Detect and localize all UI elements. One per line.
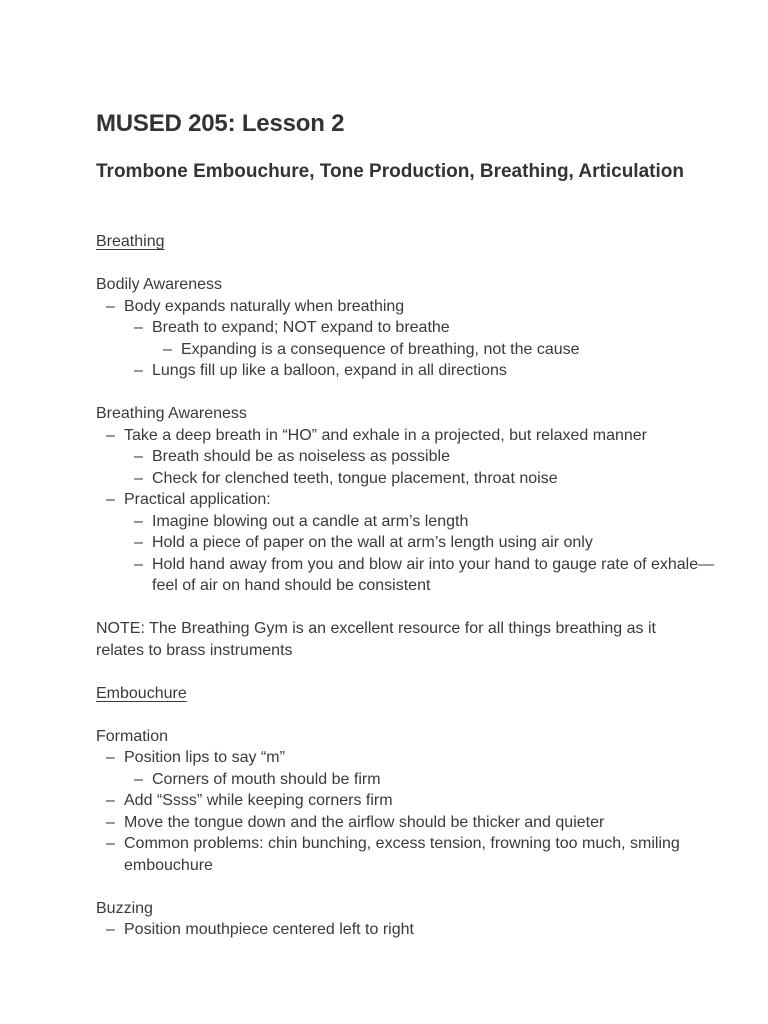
spacer — [96, 597, 736, 619]
dash-bullet: – — [106, 835, 115, 852]
dash-bullet: – — [134, 362, 143, 379]
list-item — [96, 812, 736, 834]
list-item-text: Corners of mouth should be firm — [152, 770, 381, 788]
breathing-gym-note: NOTE: The Breathing Gym is an excellent resource for all things breathing as it relates to brass instruments — [96, 620, 656, 659]
dash-bullet: – — [134, 534, 143, 551]
list-item-text: Common problems: chin bunching, excess tension, frowning too much, smiling embouchure — [124, 835, 680, 874]
list-item — [96, 317, 736, 339]
list-item-text: Lungs fill up like a balloon, expand in all directions — [152, 362, 507, 379]
list-item — [96, 296, 736, 318]
list-item — [96, 747, 736, 769]
list-item-text: Move the tongue down and the airflow should be thicker and quieter — [124, 813, 605, 831]
section-heading-breathing: Breathing — [96, 233, 165, 250]
list-item-text: Breath should be as noiseless as possible — [152, 448, 450, 465]
list-item — [96, 769, 736, 791]
list-item — [96, 532, 736, 554]
dash-bullet: – — [134, 319, 143, 336]
list-item-text: Check for clenched teeth, tongue placement, throat noise — [152, 469, 558, 487]
list-item — [96, 833, 736, 876]
list-item-text: Take a deep breath in “HO” and exhale in a projected, but relaxed manner — [124, 426, 647, 444]
document-body — [96, 231, 736, 941]
document-title: MUSED 205: Lesson 2 — [96, 110, 345, 137]
dash-bullet: – — [106, 792, 115, 809]
list-item-text: Breath to expand; NOT expand to breathe — [152, 319, 450, 336]
list-item-text: Position lips to say “m” — [124, 749, 285, 766]
section-heading-embouchure: Embouchure — [96, 684, 187, 702]
list-item — [96, 919, 736, 941]
dash-bullet: – — [134, 770, 143, 788]
list-item-text: Body expands naturally when breathing — [124, 297, 405, 315]
list-item-text: Hold a piece of paper on the wall at arm’s length using air only — [152, 534, 593, 551]
list-item-text: Expanding is a consequence of breathing, not the cause — [181, 340, 580, 358]
spacer — [96, 876, 736, 898]
group-label-breathing-awareness: Breathing Awareness — [96, 405, 247, 422]
group-label-bodily-awareness: Bodily Awareness — [96, 276, 222, 293]
spacer — [96, 704, 736, 726]
list-item-text: Position mouthpiece centered left to right — [124, 921, 414, 938]
list-item — [96, 339, 736, 361]
spacer — [96, 253, 736, 275]
dash-bullet: – — [106, 749, 115, 766]
list-item — [96, 489, 736, 511]
list-item — [96, 468, 736, 490]
dash-bullet: – — [106, 491, 115, 508]
dash-bullet: – — [106, 921, 115, 938]
list-item-text: Hold hand away from you and blow air into your hand to gauge rate of exhale—feel of air on hand should be consistent — [152, 555, 715, 594]
dash-bullet: – — [134, 512, 143, 530]
list-item-text: Practical application: — [124, 491, 271, 508]
list-item — [96, 446, 736, 468]
spacer — [96, 661, 736, 683]
dash-bullet: – — [106, 813, 115, 831]
list-item — [96, 554, 736, 597]
dash-bullet: – — [134, 555, 143, 573]
list-item — [96, 360, 736, 382]
dash-bullet: – — [106, 426, 115, 444]
dash-bullet: – — [134, 448, 143, 465]
list-item — [96, 511, 736, 533]
list-item-text: Add “Ssss” while keeping corners firm — [124, 792, 393, 809]
dash-bullet: – — [134, 469, 143, 487]
list-item — [96, 425, 736, 447]
document-subtitle: Trombone Embouchure, Tone Production, Breathing, Articulation — [96, 161, 684, 182]
list-item-text: Imagine blowing out a candle at arm’s length — [152, 512, 469, 530]
group-label-formation: Formation — [96, 727, 169, 745]
spacer — [96, 382, 736, 404]
dash-bullet: – — [163, 340, 172, 358]
list-item — [96, 790, 736, 812]
dash-bullet: – — [106, 297, 115, 315]
group-label-buzzing: Buzzing — [96, 899, 153, 917]
